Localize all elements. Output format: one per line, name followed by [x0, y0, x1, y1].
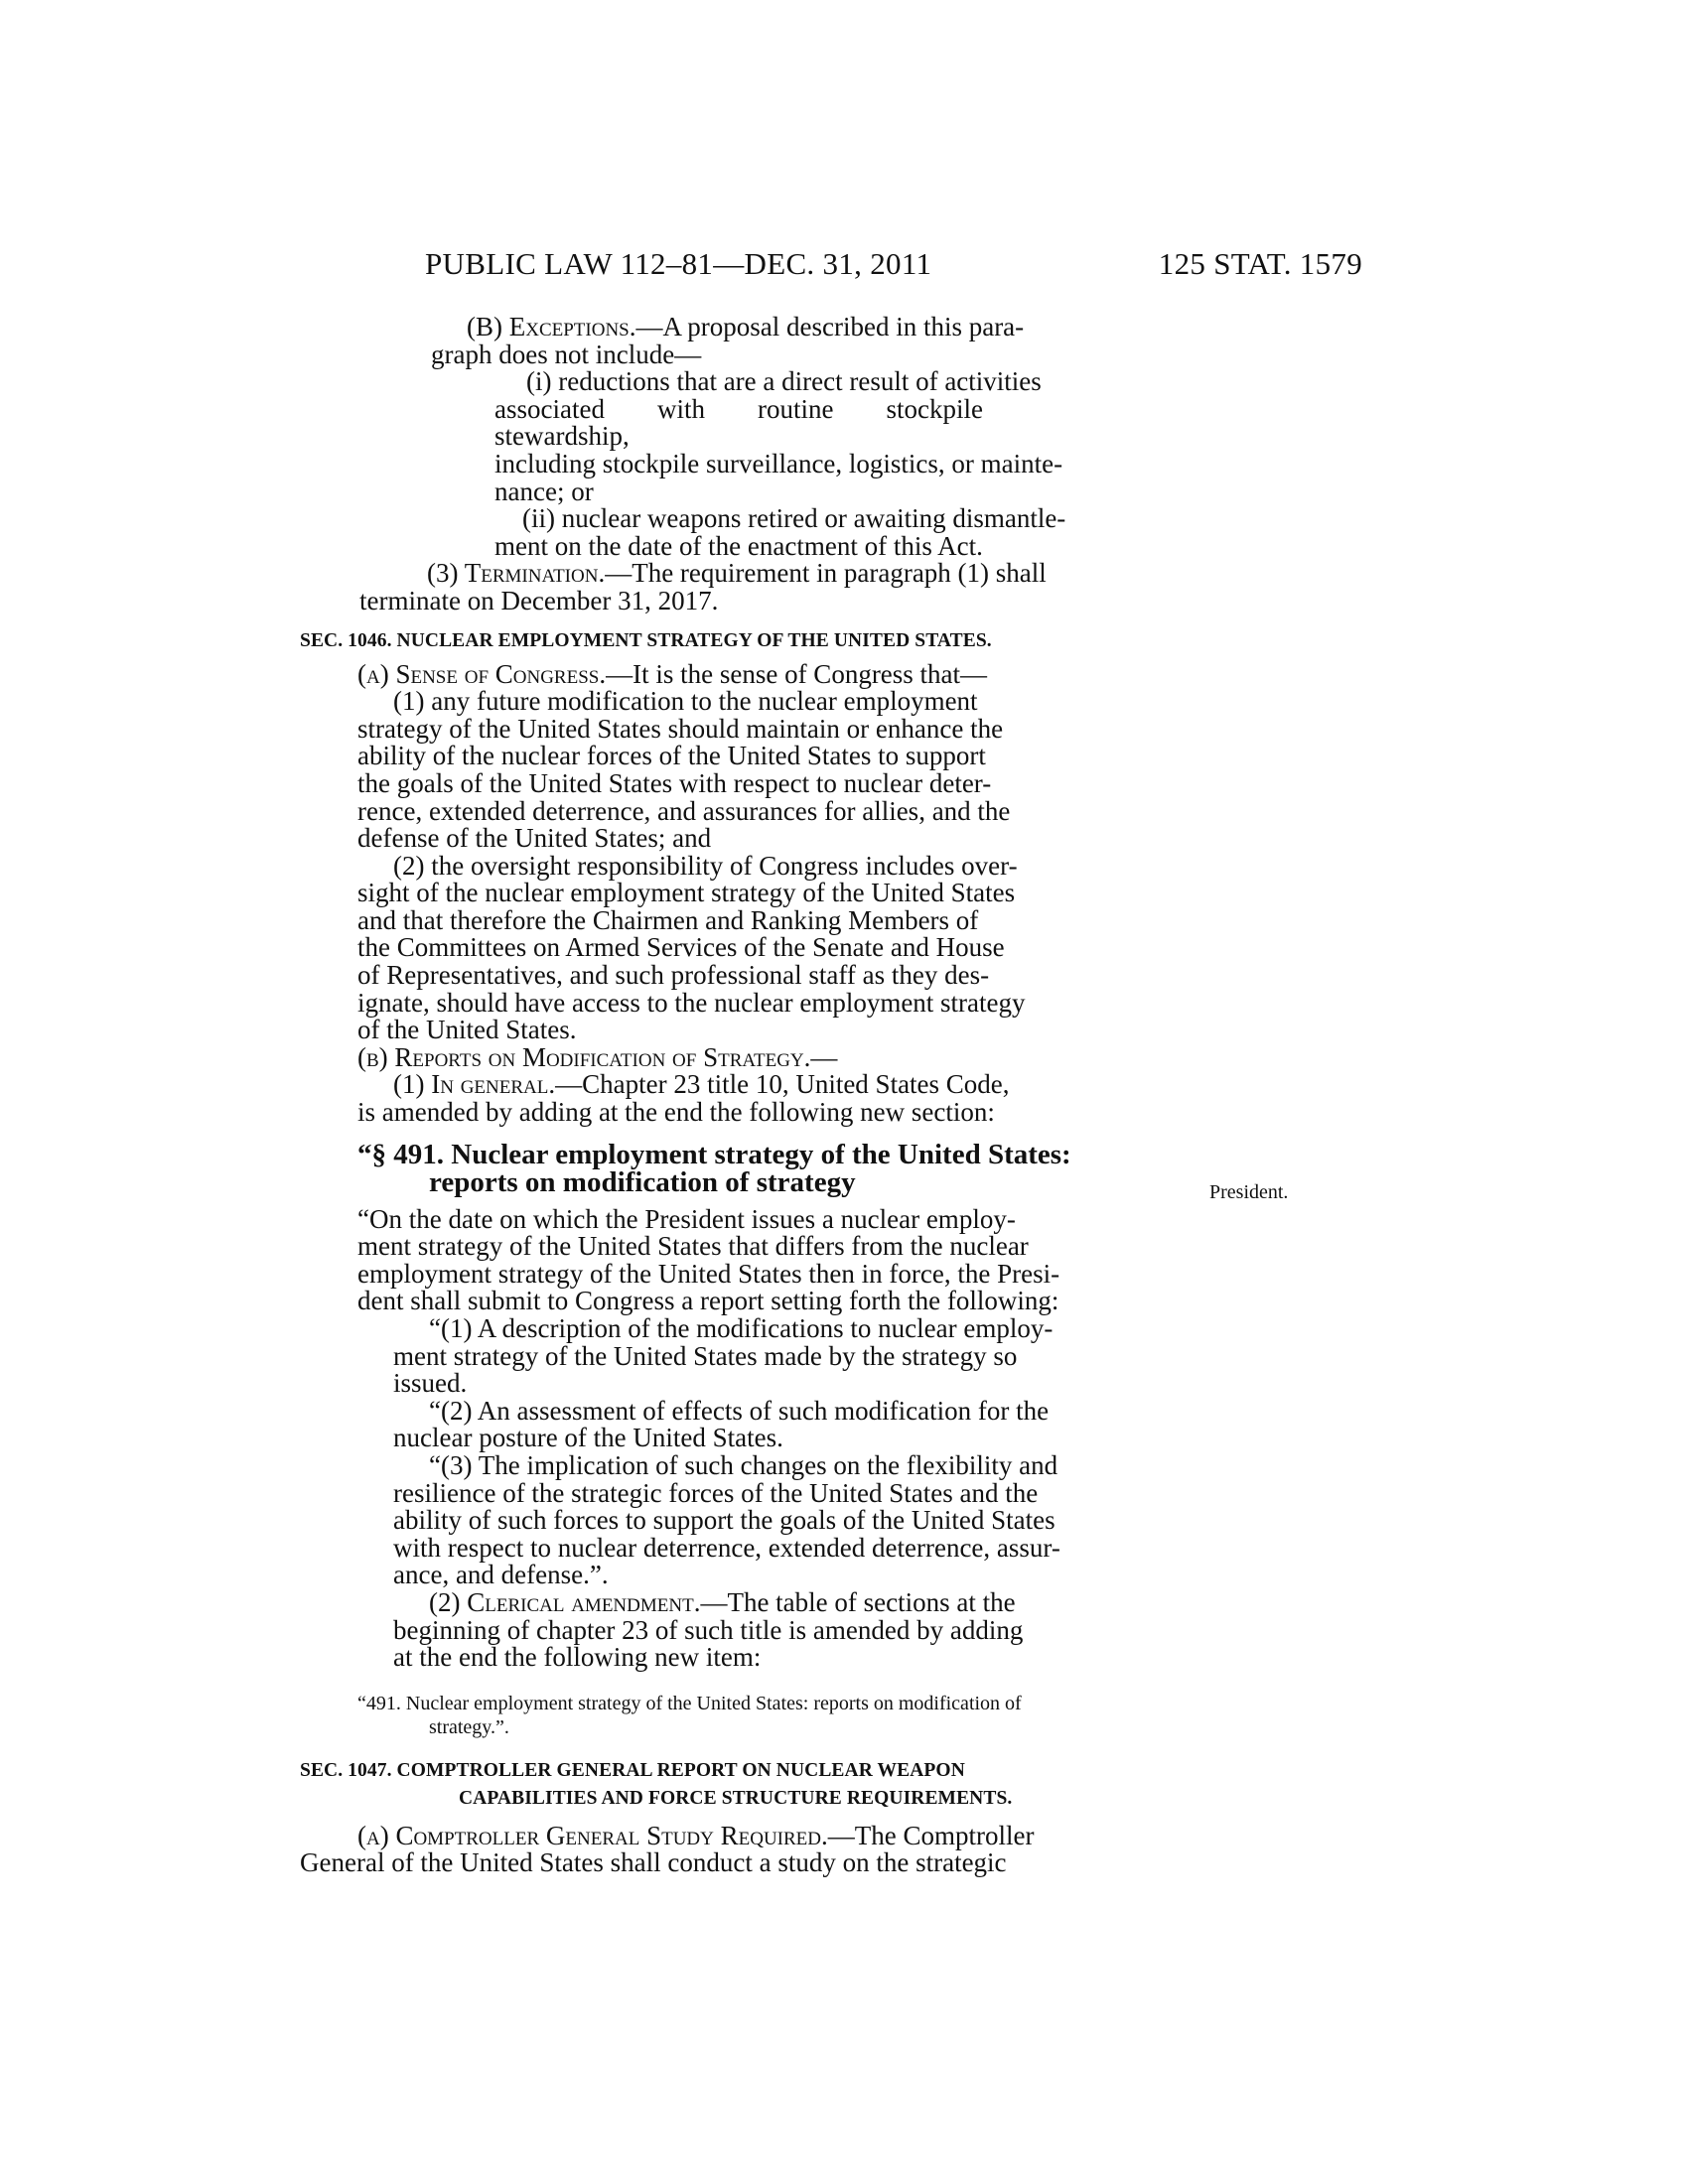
- para-1-line-3: ability of the nuclear forces of the United States to support: [357, 741, 986, 771]
- para-1-line-1: (1) any future modification to the nuclear employment: [393, 686, 978, 717]
- clause-i-line-2: associated with routine stockpile stewardship,: [494, 393, 983, 452]
- quote-3-line-2: resilience of the strategic forces of the United States and the: [393, 1477, 1039, 1508]
- para-2-line-1: (2) the oversight responsibility of Congress includes over-: [393, 850, 1018, 881]
- clause-i-line-1: (i) reductions that are a direct result of activities: [526, 366, 1042, 397]
- clause-i-line-3: including stockpile surveillance, logistics, or mainte-: [494, 448, 1063, 478]
- section-1047-heading-line-2: CAPABILITIES AND FORCE STRUCTURE REQUIREMENTS.: [459, 1787, 1013, 1809]
- quote-1-line-1: “(1) A description of the modifications to nuclear employ-: [429, 1313, 1054, 1343]
- table-item-line-1: “491. Nuclear employment strategy of the United States: reports on modification of: [357, 1692, 1022, 1714]
- clerical-line-3: at the end the following new item:: [393, 1642, 762, 1673]
- page-header: [300, 246, 1362, 286]
- termination-line-1: (3) Termination.—The requirement in paragraph (1) shall: [427, 558, 1047, 589]
- document-body: [300, 314, 1178, 1877]
- para-2-line-2: sight of the nuclear employment strategy of the United States: [357, 878, 1016, 908]
- quote-line-2: ment strategy of the United States that differs from the nuclear: [357, 1231, 1029, 1262]
- quote-line-1: “On the date on which the President issues a nuclear employ-: [357, 1203, 1016, 1234]
- clause-i-line-4: nance; or: [494, 476, 594, 506]
- table-item-line-2: strategy.”.: [429, 1715, 509, 1738]
- quote-2-line-2: nuclear posture of the United States.: [393, 1423, 783, 1453]
- margin-note: President.: [1209, 1181, 1289, 1203]
- clause-ii-line-2: ment on the date of the enactment of this Act.: [494, 530, 983, 561]
- exceptions-line-2: graph does not include—: [431, 339, 702, 369]
- para-1-line-2: strategy of the United States should maintain or enhance the: [357, 713, 1004, 744]
- para-2-line-6: ignate, should have access to the nuclear employment strategy: [357, 987, 1026, 1018]
- quote-3-line-5: ance, and defense.”.: [393, 1560, 609, 1590]
- quote-1-line-3: issued.: [393, 1368, 468, 1399]
- para-2-line-7: of the United States.: [357, 1015, 577, 1045]
- in-general-line-1: (1) In general.—Chapter 23 title 10, United States Code,: [393, 1069, 1010, 1100]
- comptroller-line-2: General of the United States shall conduct a study on the strategic: [300, 1847, 1007, 1878]
- quote-line-3: employment strategy of the United States then in force, the Presi-: [357, 1258, 1060, 1289]
- para-2-line-3: and that therefore the Chairmen and Ranking Members of: [357, 904, 979, 935]
- clause-ii-line-1: (ii) nuclear weapons retired or awaiting dismantle-: [522, 503, 1066, 534]
- law-citation: PUBLIC LAW 112–81—DEC. 31, 2011: [425, 246, 932, 281]
- reports-heading-line: (b) Reports on Modification of Strategy.—: [357, 1041, 838, 1072]
- quote-3-line-1: “(3) The implication of such changes on the flexibility and: [429, 1449, 1058, 1480]
- quote-3-line-4: with respect to nuclear deterrence, extended deterrence, assur-: [393, 1532, 1060, 1563]
- exceptions-line-1: (B) Exceptions.—A proposal described in this para-: [467, 312, 1025, 341]
- termination-line-2: terminate on December 31, 2017.: [359, 585, 719, 615]
- para-1-line-4: the goals of the United States with respect to nuclear deter-: [357, 767, 992, 798]
- section-491-heading-line-1: “§ 491. Nuclear employment strategy of the United States:: [357, 1138, 1071, 1170]
- sense-of-congress-line: (a) Sense of Congress.—It is the sense of Congress that—: [357, 658, 988, 689]
- section-1047-heading-line-1: SEC. 1047. COMPTROLLER GENERAL REPORT ON NUCLEAR WEAPON: [300, 1759, 965, 1781]
- quote-1-line-2: ment strategy of the United States made by the strategy so: [393, 1340, 1018, 1371]
- in-general-line-2: is amended by adding at the end the following new section:: [357, 1097, 995, 1128]
- para-2-line-4: the Committees on Armed Services of the Senate and House: [357, 932, 1005, 963]
- para-1-line-6: defense of the United States; and: [357, 823, 712, 854]
- clerical-line-2: beginning of chapter 23 of such title is amended by adding: [393, 1614, 1024, 1645]
- para-1-line-5: rence, extended deterrence, and assurances for allies, and the: [357, 795, 1011, 826]
- quote-3-line-3: ability of such forces to support the goals of the United States: [393, 1505, 1055, 1536]
- section-491-heading-line-2: reports on modification of strategy: [429, 1165, 856, 1198]
- clerical-line-1: (2) Clerical amendment.—The table of sections at the: [429, 1586, 1016, 1617]
- para-2-line-5: of Representatives, and such professional staff as they des-: [357, 960, 990, 991]
- quote-line-4: dent shall submit to Congress a report setting forth the following:: [357, 1286, 1059, 1316]
- statute-page: 125 STAT. 1579: [1158, 246, 1362, 281]
- section-1046-heading: SEC. 1046. NUCLEAR EMPLOYMENT STRATEGY OF THE UNITED STATES.: [300, 629, 992, 651]
- quote-2-line-1: “(2) An assessment of effects of such modification for the: [429, 1395, 1050, 1426]
- comptroller-line-1: (a) Comptroller General Study Required.—The Comptroller: [357, 1820, 1035, 1850]
